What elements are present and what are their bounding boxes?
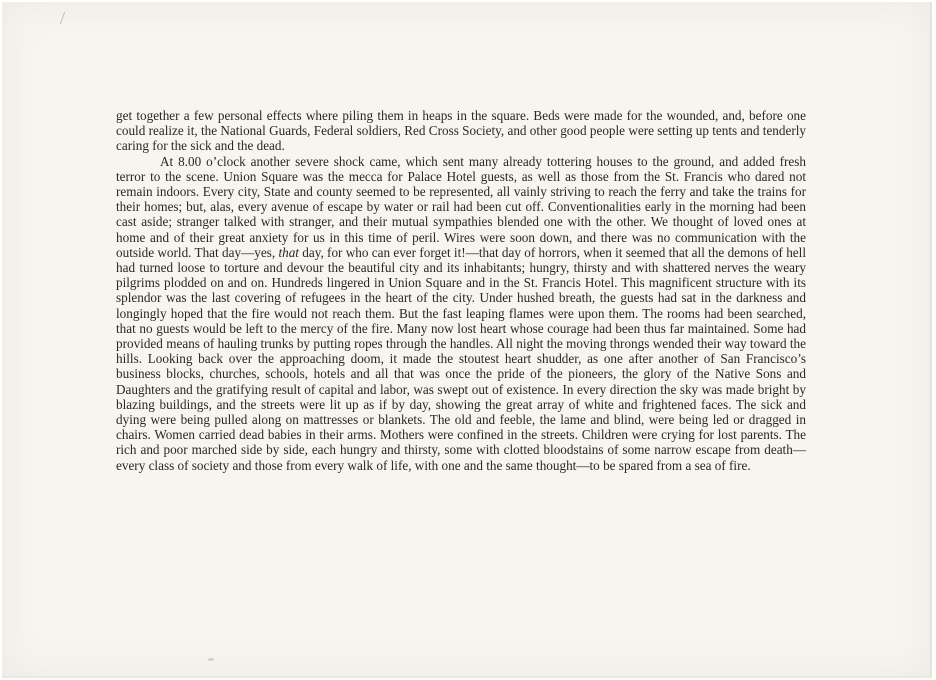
paragraph-2 bbox=[116, 154, 806, 473]
paper-speck bbox=[208, 658, 214, 661]
paragraph-2-part-1: At 8.00 o’clock another severe shock came, which sent many already tottering houses to the ground, and added fresh terror to the scene. Union Square was the mecca for Palace Hotel guests, as well as those from the St. Francis who dared not remain indoors. Every city, State and county seemed to be represented, all vainly striving to reach the ferry and take the trains for their homes; but, alas, every avenue of escape by water or rail had been cut off. Conventionalities early in the morning had been cast aside; stranger talked with stranger, and their mutual sympathies blended one with the other. We thought of loved ones at home and of their great anxiety for us in this time of peril. Wires were soon down, and there was no communication with the outside world. That day—yes, bbox=[116, 153, 806, 260]
paragraph-2-part-2: day, for who can ever forget it!—that day of horrors, when it seemed that all the demons of hell had turned loose to torture and devour the beautiful city and its inhabitants; hungry, thirsty and with shattered nerves the weary pilgrims plodded on and on. Hundreds lingered in Union Square and in the St. Francis Hotel. This magnificent structure with its splendor was the last covering of refugees in the heart of the city. Under hushed breath, the guests had sat in the darkness and longingly hoped that the fire would not reach them. But the fast leaping flames were upon them. The rooms had been searched, that no guests would be left to the mercy of the fire. Many now lost heart whose courage had been thus far maintained. Some had provided means of hauling trunks by putting ropes through the handles. All night the moving throngs wended their way toward the hills. Looking back over the approaching doom, it made the stoutest heart shudder, as one after another of San Francisco’s business blocks, churches, schools, hotels and all that was once the pride of the pioneers, the glory of the Native Sons and Daughters and the gratifying result of capital and labor, was swept out of existence. In every direction the sky was made bright by blazing buildings, and the streets were lit up as if by day, showing the great array of white and frightened faces. The sick and dying were being pulled along on mattresses or blankets. The old and feeble, the lame and blind, were being led or dragged in chairs. Women carried dead babies in their arms. Mothers were confined in the streets. Children were crying for lost parents. The rich and poor marched side by side, each hungry and thirsty, some with clotted bloodstains of some narrow escape from death—every class of society and those from every walk of life, with one and the same thought—to be spared from a sea of fire. bbox=[116, 244, 806, 473]
paragraph-1: get together a few personal effects where piling them in heaps in the square. Beds were made for the wounded, and, before one could realize it, the National Guards, Federal soldiers, Red Cross Society, and other good people were setting up tents and tenderly caring for the sick and the dead. bbox=[116, 108, 806, 154]
pencil-mark bbox=[60, 12, 73, 24]
book-page bbox=[2, 2, 932, 678]
body-text bbox=[116, 108, 806, 473]
emphasized-word: that bbox=[278, 244, 299, 260]
